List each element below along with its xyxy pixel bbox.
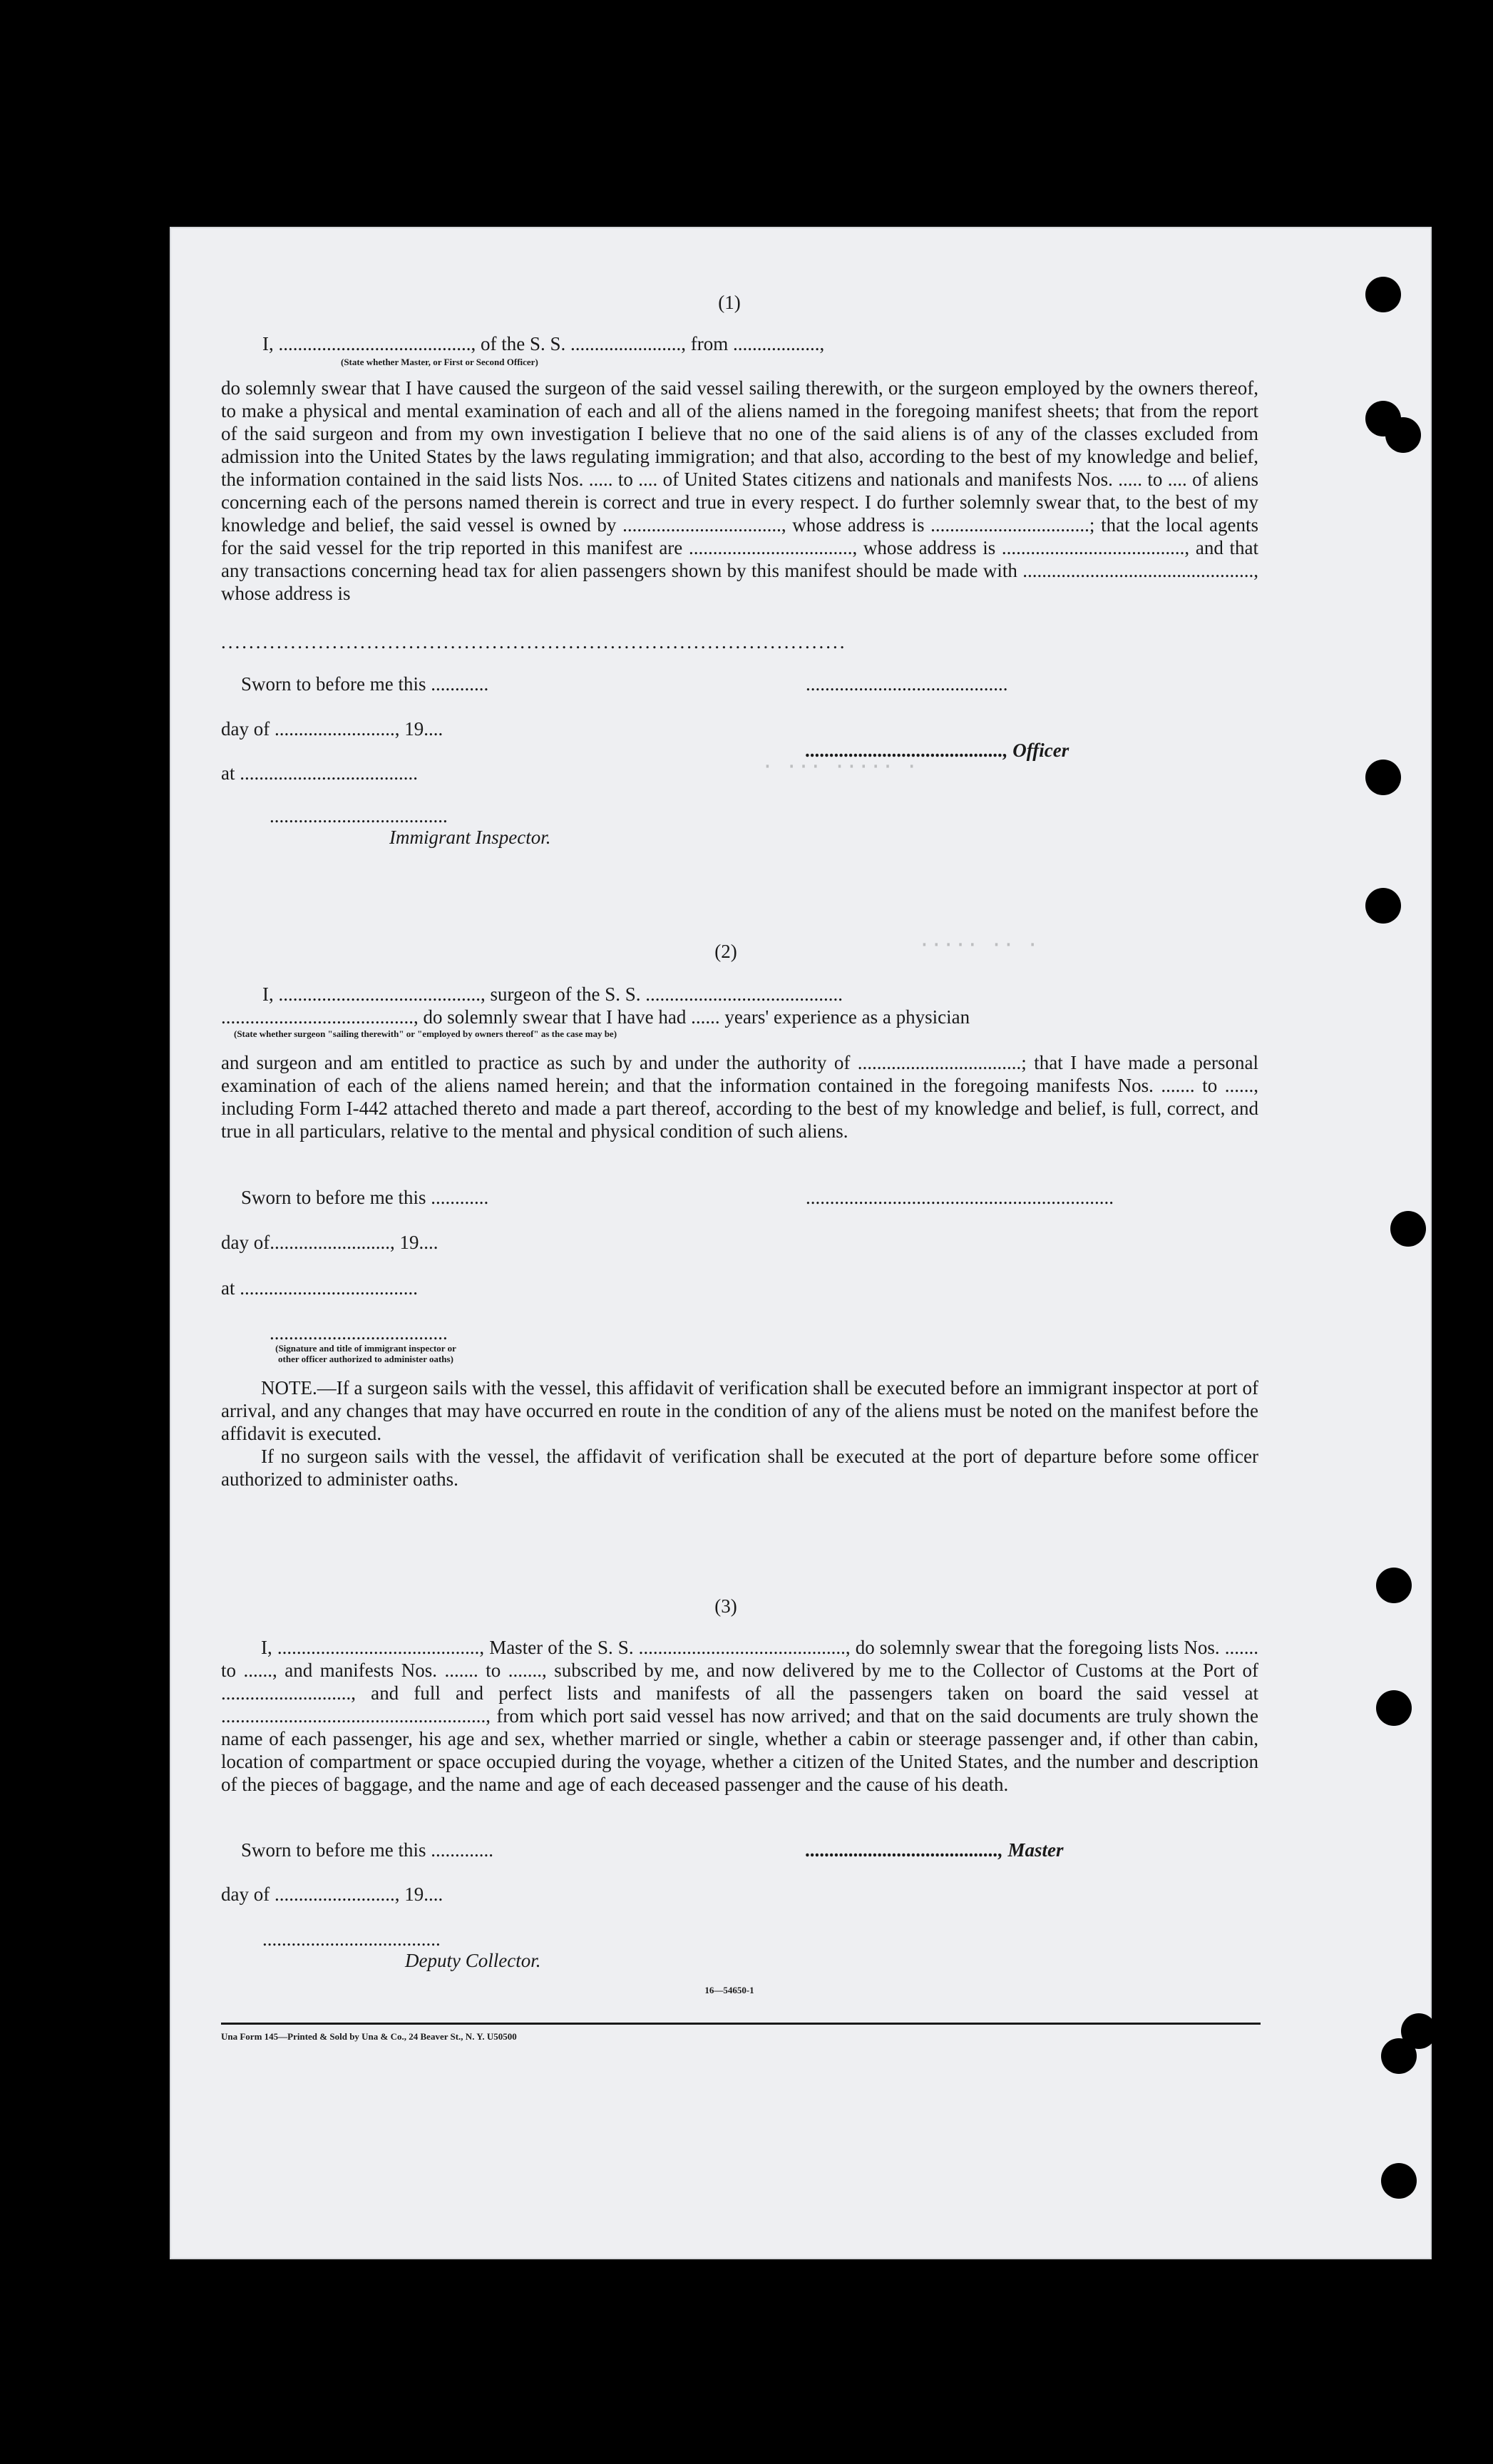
footer-rule xyxy=(221,2023,1261,2025)
manifest-page xyxy=(170,227,1432,2259)
section2-day: day of........................., 19.... xyxy=(221,1232,438,1253)
section1-oath-line: I, ........................................, of the S. S. ......................., from .................., xyxy=(262,333,825,354)
section3-master-line: ........................................, Master xyxy=(806,1839,1064,1861)
form-code: 16—54650-1 xyxy=(704,1985,754,1995)
section1-inspector-title: Immigrant Inspector. xyxy=(389,827,551,848)
section1-number: (1) xyxy=(718,292,741,313)
section2-oath-line: I, .........................................., surgeon of the S. S. ......................................... xyxy=(262,983,843,1005)
section3-sig-line: ..................................... xyxy=(262,1928,441,1950)
binder-hole xyxy=(1376,1690,1412,1726)
section3-oath-paragraph: I, .........................................., Master of the S. S. ..........................................., do solemnly swear that the foregoing lists Nos. ....... to ......, and manifests Nos. ....... to ......., subscribed by me, and now delivered by me to the Collector of Customs at the Port of ..........................., and full and perfect lists and manifests of all the passengers taken on board the said vessel at ......................................................., from which port said vessel has now arrived; and that on the said documents are truly shown the name of each passenger, his age and sex, whether married or single, whether a cabin or steerage passenger and, if other than cabin, location of compartment or space occupied during the voyage, whether a citizen of the United States, and the number and description of the pieces of baggage, and the name and age of each deceased passenger and the cause of his death. xyxy=(221,1637,1258,1795)
section1-at: at ..................................... xyxy=(221,762,418,784)
binder-hole xyxy=(1390,1211,1426,1247)
section3-sworn: Sworn to before me this ............. xyxy=(241,1839,493,1861)
section3-number: (3) xyxy=(714,1595,737,1617)
printer-footer: Una Form 145—Printed & Sold by Una & Co., 24 Beaver St., N. Y. U50500 xyxy=(221,2031,517,2042)
section1-day: day of ........................., 19.... xyxy=(221,718,443,740)
section1-dots-line: .......................................................................................... xyxy=(221,631,847,653)
section1-officer-note: (State whether Master, or First or Second Officer) xyxy=(341,357,538,367)
note-paragraph-2: If no surgeon sails with the vessel, the affidavit of verification shall be executed at the port of departure before some officer authorized to administer oaths. xyxy=(221,1446,1258,1490)
binder-hole xyxy=(1365,760,1401,795)
section1-sworn: Sworn to before me this ............ xyxy=(241,673,489,695)
binder-hole xyxy=(1376,1568,1412,1603)
section3-collector-title: Deputy Collector. xyxy=(405,1950,541,1971)
section2-sig-note: (Signature and title of immigrant inspector or other officer authorized to administer oaths) xyxy=(275,1343,456,1364)
section1-officer-sig-line: .......................................... xyxy=(806,673,1008,695)
binder-hole xyxy=(1365,888,1401,924)
section1-oath-paragraph: do solemnly swear that I have caused the surgeon of the said vessel sailing therewith, or the surgeon employed by the owners thereof, to make a physical and mental examination of each and all of the aliens named in the foregoing manifest sheets; that from the report of the said surgeon and from my own investigation I believe that no one of the said aliens is of any of the classes excluded from admission into the United States by the laws regulating immigration; and that also, according to the best of my knowledge and belief, the information contained in the said lists Nos. ..... to .... of United States citizens and nationals and manifests Nos. ..... to .... of aliens concerning each of the persons named therein is correct and true in every respect. I do further solemnly swear that, to the best of my knowledge and belief, the said vessel is owned by ................................., whose address is .................................; that the local agents for the said vessel for the trip reported in this manifest are .................................., whose address is ......................................, and that any transactions concerning head tax for alien passengers shown by this manifest should be made with ................................................, whose address is xyxy=(221,377,1258,604)
section2-sig-line-right: ................................................................ xyxy=(806,1187,1114,1208)
binder-hole xyxy=(1381,2163,1417,2199)
section2-experience-line: ........................................, do solemnly swear that I have had ...... years' experience as a physician xyxy=(221,1006,970,1028)
section2-oath-paragraph: and surgeon and am entitled to practice as such by and under the authority of ..................................; that I have made a personal examination of each of the aliens named herein; and that the information contained in the foregoing manifests Nos. ....... to ......, including Form I-442 attached thereto and made a part thereof, according to the best of my knowledge and belief, is full, correct, and true in all particulars, relative to the mental and physical condition of such aliens. xyxy=(221,1052,1258,1142)
section2-at: at ..................................... xyxy=(221,1277,418,1299)
binder-hole xyxy=(1365,277,1401,312)
section2-surgeon-note: (State whether surgeon "sailing therewith" or "employed by owners thereof" as the case may be) xyxy=(234,1028,617,1039)
section3-day: day of ........................., 19.... xyxy=(221,1883,443,1905)
section1-inspector-sig-line: ..................................... xyxy=(270,805,448,827)
section2-sworn: Sworn to before me this ............ xyxy=(241,1187,489,1208)
binder-hole xyxy=(1385,417,1421,453)
section2-sig-line: ..................................... xyxy=(270,1322,448,1344)
bleed-through-text: · ··· ····· · xyxy=(761,755,918,778)
section2-number: (2) xyxy=(714,941,737,962)
binder-hole xyxy=(1381,2038,1417,2074)
note-paragraph-1: NOTE.—If a surgeon sails with the vessel, this affidavit of verification shall be executed before an immigrant inspector at port of arrival, and any changes that may have occurred en route in the condition of any of the aliens must be noted on the manifest before the affidavit is executed. xyxy=(221,1377,1258,1444)
bleed-through-text: ····· ·· · xyxy=(918,933,1039,956)
section1-officer-title: ........................................., Officer xyxy=(806,740,1069,761)
